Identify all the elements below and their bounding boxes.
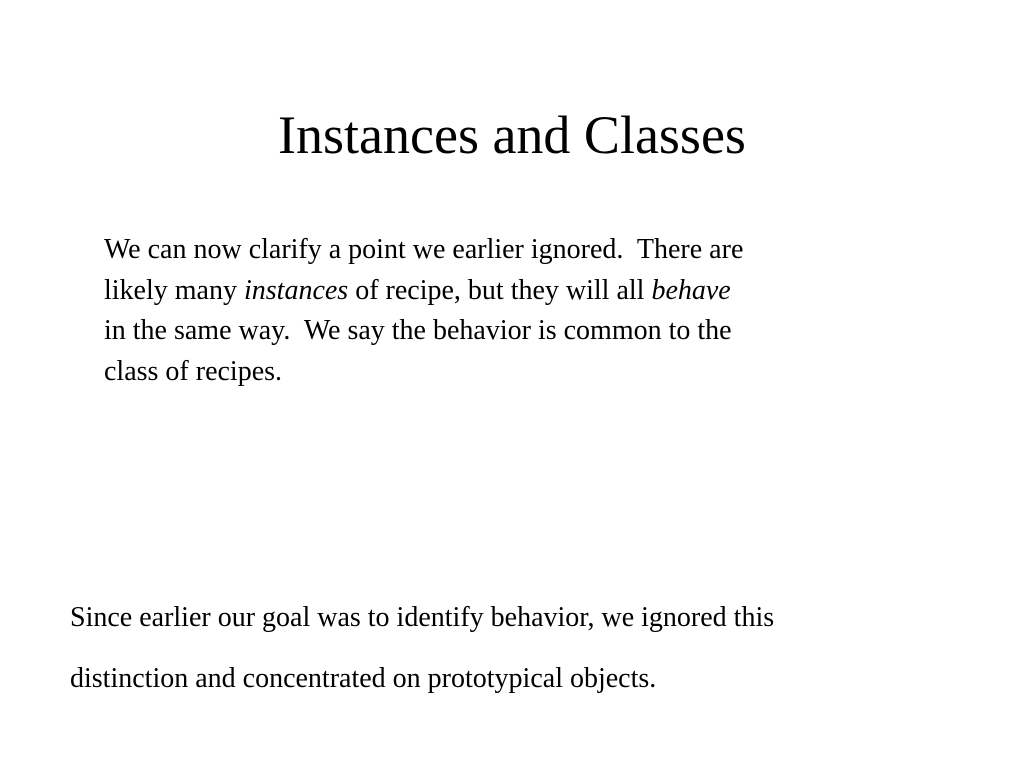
emphasis-behave: behave [651, 274, 731, 306]
paragraph-2-line-2: distinction and concentrated on prototypical objects. [70, 663, 657, 694]
body-paragraph-2 [70, 587, 970, 709]
paragraph-1-line-1: We can now clarify a point we earlier ignored. There are [104, 234, 744, 265]
emphasis-instances: instances [243, 274, 349, 306]
paragraph-1-line-2-text-a: likely many [104, 274, 244, 306]
paragraph-1-line-2-text-b: of recipe, but they will all [348, 274, 652, 306]
paragraph-2-line-1: Since earlier our goal was to identify behavior, we ignored this [70, 602, 775, 633]
slide-title: Instances and Classes [278, 105, 746, 165]
paragraph-1-line-4: class of recipes. [104, 355, 283, 387]
paragraph-1-line-3: in the same way. We say the behavior is common to the [104, 315, 732, 346]
paragraph-1-line-2 [104, 271, 914, 312]
body-paragraph-1 [104, 230, 914, 392]
